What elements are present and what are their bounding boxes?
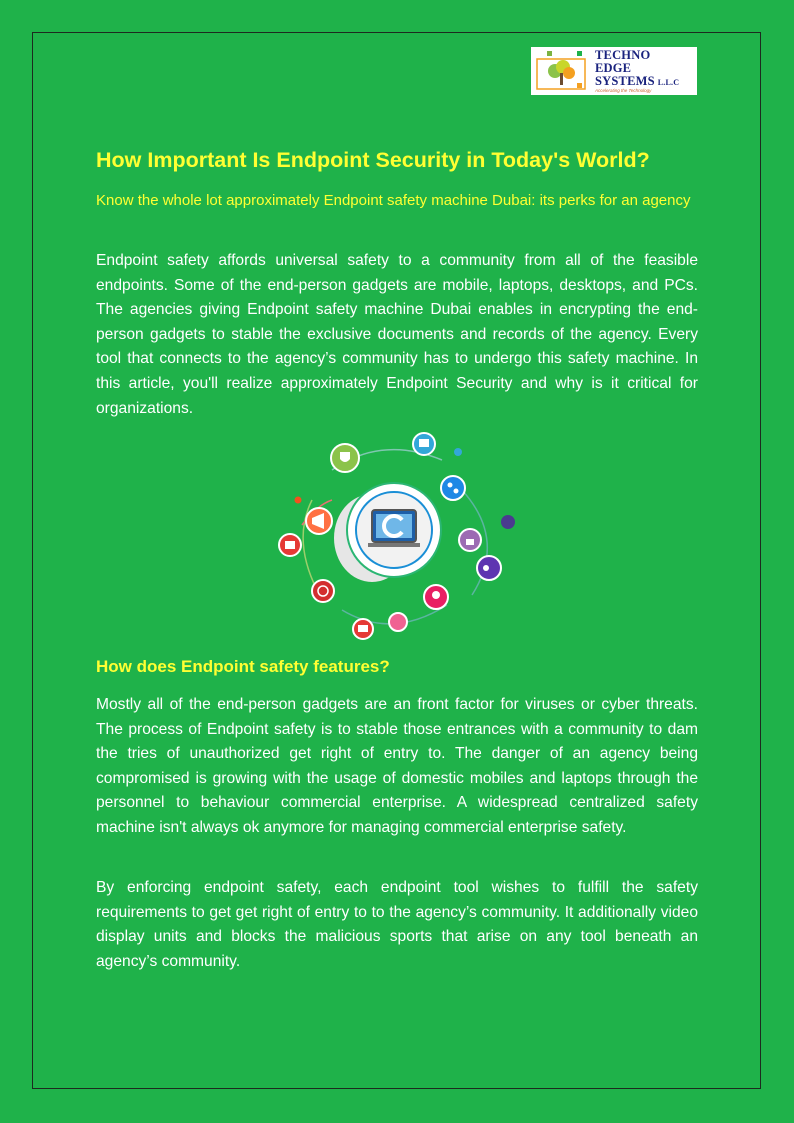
chart-icon	[279, 534, 301, 556]
logo-text-systems: SYSTEMS	[595, 74, 655, 88]
page-subtitle: Know the whole lot approximately Endpoint safety machine Dubai: its perks for an agency	[96, 192, 691, 209]
screen-icon	[413, 433, 435, 455]
logo-text-edge: EDGE	[595, 61, 632, 75]
cloud-icon	[389, 613, 407, 631]
users-icon	[424, 585, 448, 609]
lock-icon	[459, 529, 481, 551]
network-icon	[441, 476, 465, 500]
page-title: How Important Is Endpoint Security in Today's World?	[96, 148, 650, 172]
logo-text-techno: TECHNO	[595, 48, 651, 62]
shield-icon	[331, 444, 359, 472]
section-heading: How does Endpoint safety features?	[96, 657, 390, 676]
intro-paragraph: Endpoint safety affords universal safety to a community from all of the feasible endpoints. Some of the end-person gadgets are mobile, laptops, desktops, and PCs. The agencies giving Endpoint safety machine Dubai enables in encrypting the end-person gadgets to stable the exclusive documents and records of the agency. Every tool that connects to the agency’s community has to undergo this safety machine. In this article, you'll realize approximately Endpoint Security and why is it critical for organizations.	[96, 252, 698, 417]
desktop-icon	[353, 619, 373, 639]
endpoint-security-illustration	[272, 430, 522, 645]
key-icon	[477, 556, 501, 580]
logo-tree-icon	[533, 49, 593, 93]
section-paragraph-2: By enforcing endpoint safety, each endpoint tool wishes to fulfill the safety requirements to get get right of entry to to the agency’s community. It additionally video display units and blocks the malicious sports that arise on any tool beneath an agency’s community.	[96, 879, 698, 970]
logo-tagline: Accelerating the Technology	[595, 88, 652, 93]
alert-icon	[501, 515, 515, 529]
globe-icon	[312, 580, 334, 602]
megaphone-icon	[306, 508, 332, 534]
logo-text-llc: L.L.C	[657, 78, 680, 87]
monitor-shield-icon	[368, 510, 420, 547]
company-logo	[531, 47, 697, 95]
section-paragraph-1: Mostly all of the end-person gadgets are an front factor for viruses or cyber threats. The process of Endpoint safety is to stable those entrances with a community to dam the tries of unauthorized get right of entry to. The danger of an agency being compromised is growing with the usage of domestic mobiles and laptops through the personnel to behaviour commercial enterprise. A widespread centralized safety machine isn't always ok anymore for managing commercial enterprise safety.	[96, 696, 698, 836]
